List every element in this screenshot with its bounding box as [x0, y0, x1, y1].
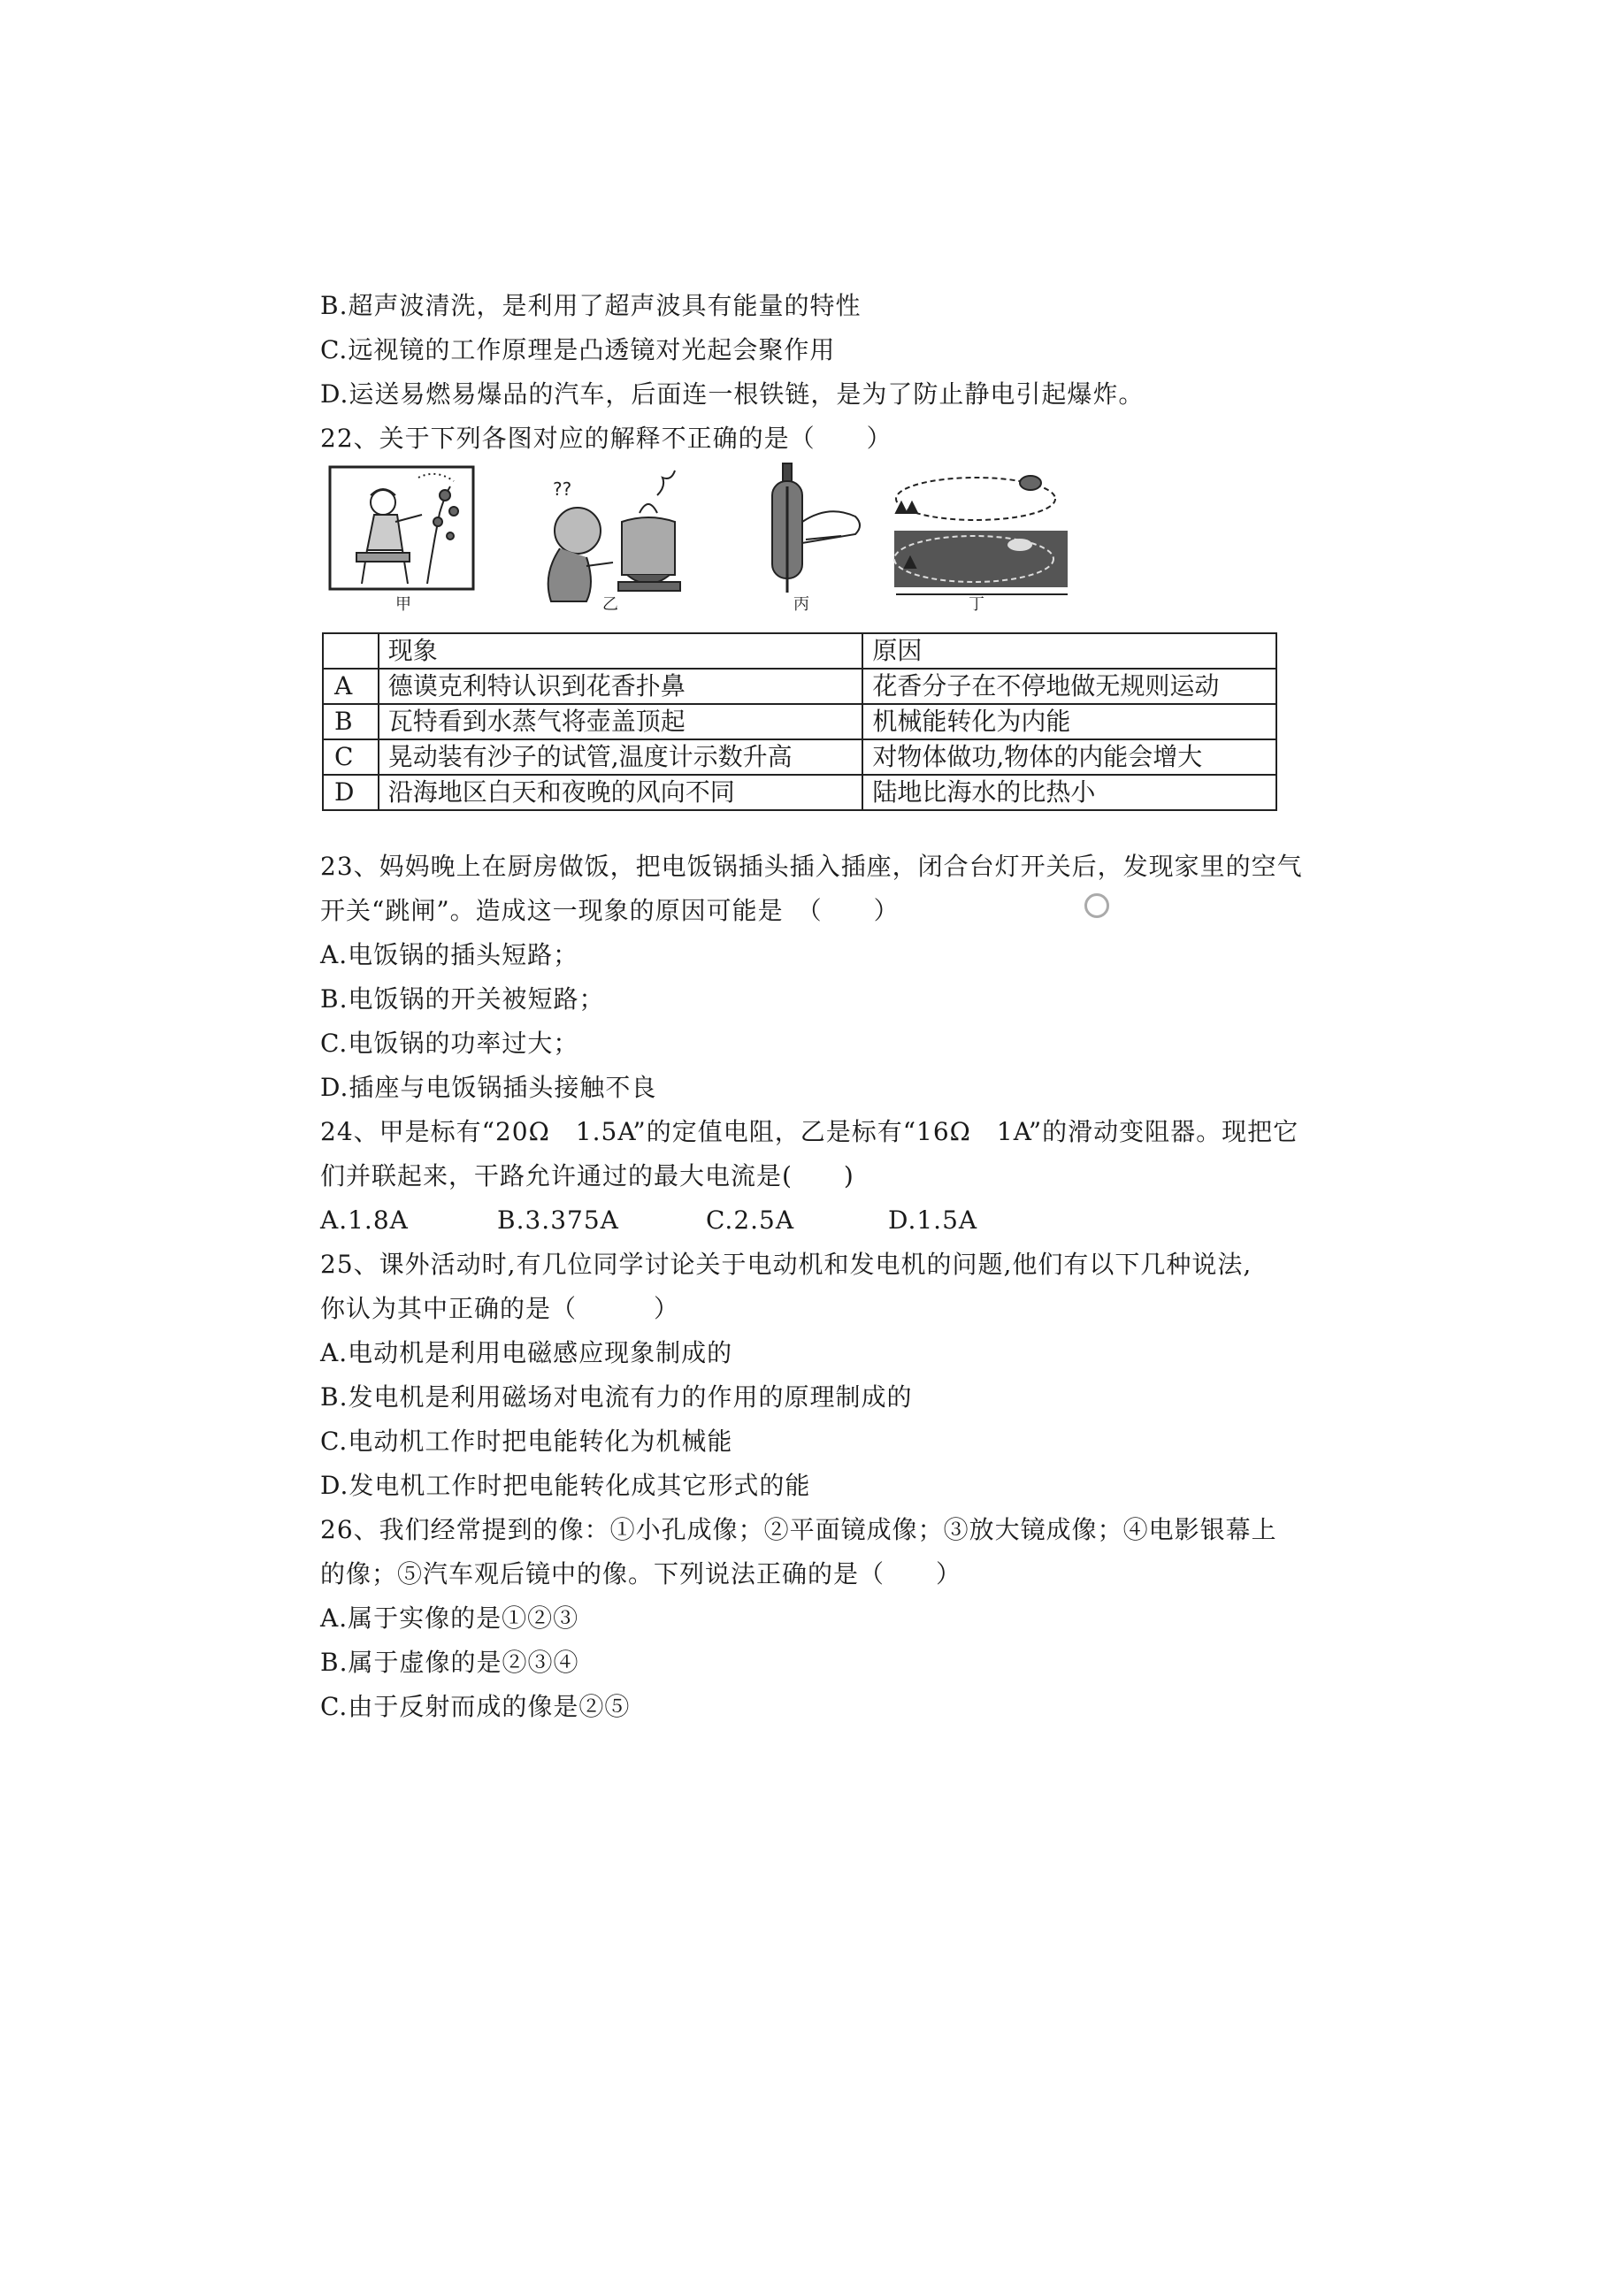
q25-stem-line1: 25、课外活动时,有几位同学讨论关于电动机和发电机的问题,他们有以下几种说法, — [320, 1250, 1252, 1279]
q22-figures-illustration — [321, 460, 1082, 617]
figure-label-yi: 乙 — [602, 595, 618, 614]
table-header-cell: 原因 — [862, 633, 1276, 669]
q24-stem-line2: 们并联起来，干路允许通过的最大电流是( ) — [320, 1161, 854, 1190]
q23-stem-line1: 23、妈妈晚上在厨房做饭，把电饭锅插头插入插座，闭合台灯开关后，发现家里的空气 — [320, 852, 1303, 881]
figure-label-bing: 丙 — [793, 595, 809, 614]
q21-option-d: D.运送易燃易爆品的汽车，后面连一根铁链，是为了防止静电引起爆炸。 — [320, 379, 1145, 409]
table-cell-phenomenon: 瓦特看到水蒸气将壶盖顶起 — [379, 704, 863, 739]
q23-option-c: C.电饭锅的功率过大； — [320, 1029, 579, 1058]
q23-stem-line2: 开关“跳闸”。造成这一现象的原因可能是 （ ） — [320, 896, 900, 925]
q26-option-b: B.属于虚像的是②③④ — [320, 1648, 579, 1677]
table-cell-letter: B — [323, 704, 379, 739]
table-header-row — [323, 633, 1276, 669]
q24-option-b: B.3.375A — [497, 1205, 619, 1235]
q25-option-a: A.电动机是利用电磁感应现象制成的 — [320, 1338, 733, 1367]
q25-option-d: D.发电机工作时把电能转化成其它形式的能 — [320, 1471, 811, 1500]
q26-stem-line1: 26、我们经常提到的像：①小孔成像；②平面镜成像；③放大镜成像；④电影银幕上 — [320, 1515, 1277, 1544]
table-cell-phenomenon: 德谟克利特认识到花香扑鼻 — [379, 669, 863, 704]
table-header-cell: 现象 — [379, 633, 863, 669]
table-cell-cause: 花香分子在不停地做无规则运动 — [862, 669, 1276, 704]
q23-option-a: A.电饭锅的插头短路； — [320, 940, 579, 969]
figure-bing — [772, 463, 860, 593]
table-cell-phenomenon: 沿海地区白天和夜晚的风向不同 — [379, 775, 863, 810]
loading-spinner-icon — [1084, 893, 1109, 918]
q22-answer-table — [322, 632, 1277, 811]
q25-stem-line2: 你认为其中正确的是（ ） — [320, 1294, 680, 1323]
q21-option-c: C.远视镜的工作原理是凸透镜对光起会聚作用 — [320, 335, 836, 364]
figure-jia — [330, 467, 473, 589]
q22-stem: 22、关于下列各图对应的解释不正确的是（ ） — [320, 424, 892, 453]
figure-ding — [887, 469, 1068, 594]
table-row — [323, 669, 1276, 704]
table-cell-cause: 陆地比海水的比热小 — [862, 775, 1276, 810]
q26-option-c: C.由于反射而成的像是②⑤ — [320, 1692, 631, 1721]
figure-label-ding: 丁 — [969, 595, 984, 614]
q24-option-d: D.1.5A — [888, 1205, 978, 1235]
q23-option-d: D.插座与电饭锅插头接触不良 — [320, 1073, 657, 1102]
q24-option-c: C.2.5A — [706, 1205, 795, 1235]
figure-label-jia: 甲 — [395, 595, 411, 614]
table-cell-cause: 对物体做功,物体的内能会增大 — [862, 739, 1276, 775]
q24-stem-line1: 24、甲是标有“20Ω 1.5A”的定值电阻，乙是标有“16Ω 1A”的滑动变阻器。现把它 — [320, 1117, 1299, 1146]
q26-option-a: A.属于实像的是①②③ — [320, 1603, 579, 1633]
q23-option-b: B.电饭锅的开关被短路； — [320, 984, 605, 1014]
q22-figure-strip — [321, 460, 1082, 617]
svg-text:??: ?? — [553, 478, 572, 500]
table-cell-cause: 机械能转化为内能 — [862, 704, 1276, 739]
q26-stem-line2: 的像；⑤汽车观后镜中的像。下列说法正确的是（ ） — [320, 1559, 962, 1588]
q25-option-b: B.发电机是利用磁场对电流有力的作用的原理制成的 — [320, 1382, 913, 1412]
table-cell-letter: A — [323, 669, 379, 704]
table-header-cell — [323, 633, 379, 669]
table-cell-letter: D — [323, 775, 379, 810]
table-row — [323, 704, 1276, 739]
table-cell-phenomenon: 晃动装有沙子的试管,温度计示数升高 — [379, 739, 863, 775]
table-row — [323, 739, 1276, 775]
q21-option-b: B.超声波清洗，是利用了超声波具有能量的特性 — [320, 291, 862, 320]
table-cell-letter: C — [323, 739, 379, 775]
q24-options-row — [320, 1205, 977, 1236]
figure-yi — [548, 471, 680, 601]
q25-option-c: C.电动机工作时把电能转化为机械能 — [320, 1427, 733, 1456]
table-row — [323, 775, 1276, 810]
q24-option-a: A.1.8A — [320, 1205, 409, 1235]
